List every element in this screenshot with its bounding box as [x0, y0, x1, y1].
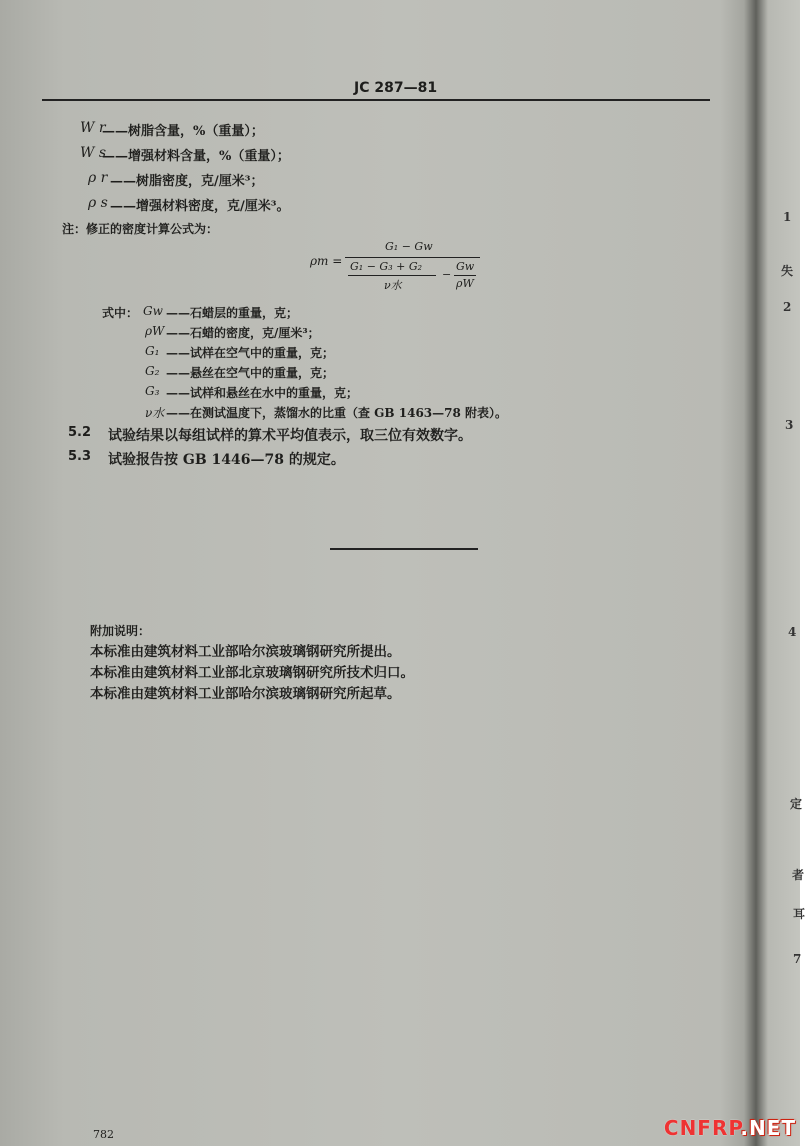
symbol: ρW — [145, 324, 165, 338]
fragment: 3 — [785, 418, 794, 432]
definition-text: ——在测试温度下，蒸馏水的比重（查 GB 1463—78 附表）。 — [166, 406, 508, 420]
where-label: 式中： — [102, 306, 139, 320]
header-rule — [42, 99, 710, 101]
clause-number: 5.2 — [68, 425, 92, 440]
fragment: 失 — [781, 264, 794, 278]
symbol: ρ r — [88, 170, 108, 186]
note: 注：修正的密度计算公式为： — [62, 222, 219, 236]
fragment: 耳 — [793, 907, 805, 921]
definition-text: ——石蜡的密度，克/厘米³； — [166, 326, 320, 340]
definition-text: ——试样在空气中的重量，克； — [166, 346, 335, 360]
standard-number: JC 287—81 — [354, 80, 438, 96]
symbol: Gw — [143, 304, 163, 318]
definition-text: ——悬丝在空气中的重量，克； — [166, 366, 335, 380]
section-divider — [330, 548, 478, 550]
symbol: G₃ — [145, 384, 160, 398]
appendix-line: 本标准由建筑材料工业部北京玻璃钢研究所技术归口。 — [90, 665, 414, 681]
fragment: 1 — [783, 210, 792, 224]
definition-text: ——增强材料含量，%（重量）； — [102, 149, 290, 164]
definition-text: ——试样和悬丝在水中的重量，克； — [166, 386, 359, 400]
definition-text: ——树脂密度，克/厘米³； — [110, 174, 264, 189]
fragment: 7 — [793, 952, 802, 966]
symbol: W r — [80, 120, 106, 136]
definition-text: ——增强材料密度，克/厘米³。 — [110, 199, 290, 214]
clause-number: 5.3 — [68, 449, 92, 464]
fragment: 2 — [783, 300, 792, 314]
watermark: CNFRP.NET — [663, 1116, 796, 1140]
symbol: G₁ — [145, 344, 160, 358]
appendix-line: 本标准由建筑材料工业部哈尔滨玻璃钢研究所起草。 — [90, 686, 401, 702]
page-number: 782 — [93, 1128, 114, 1141]
appendix-line: 本标准由建筑材料工业部哈尔滨玻璃钢研究所提出。 — [90, 644, 401, 660]
definition-text: ——石蜡层的重量，克； — [166, 306, 299, 320]
appendix-title: 附加说明： — [90, 624, 151, 638]
scanned-page: JC 287—81 W r ——树脂含量，%（重量）； W s ——增强材料含量，%（重量）； ρ r ——树脂密度，克/厘米³； ρ s ——增强材料密度，克/厘米³。 注：修正的密度计算公式为： ρm = G₁ − Gw G₁ − G₃ + G₂ ν水 − Gw ρW 式中： Gw ——石蜡层的重量，克； ρW ——石蜡的密度，克/厘米³； G₁ ——试样在空气中的重量，克； G₂ ——悬丝在空气中的重量，克； G₃ ——试样和悬丝在水中的重量，克； ν水 ——在测试温度下，蒸馏水的比重（查 GB 1463—78 附表）。 5.2 试验结果以每组试样的算术平均值表示，取三位有效数字。 5.3 试验报告按 GB 1446—78 的规定。 附加说明： 本标准由建筑材料工业部哈尔滨玻璃钢研究所提出。 本标准由建筑材料工业部北京玻璃钢研究所技术归口。 本标准由建筑材料工业部哈尔滨玻璃钢研究所起草。 782 1 失 2 3 4 定 者 耳 7 CNFRP.NET — [0, 0, 800, 1146]
fragment: 者 — [792, 868, 805, 882]
symbol: G₂ — [145, 364, 160, 378]
clause-text: 试验报告按 GB 1446—78 的规定。 — [108, 452, 345, 468]
fragment: 定 — [790, 797, 803, 811]
symbol: ρ s — [88, 195, 108, 211]
clause-text: 试验结果以每组试样的算术平均值表示，取三位有效数字。 — [108, 428, 472, 444]
symbol: W s — [80, 145, 107, 161]
definition-text: ——树脂含量，%（重量）； — [102, 124, 264, 139]
fragment: 4 — [788, 625, 797, 639]
symbol: ν水 — [145, 406, 165, 420]
